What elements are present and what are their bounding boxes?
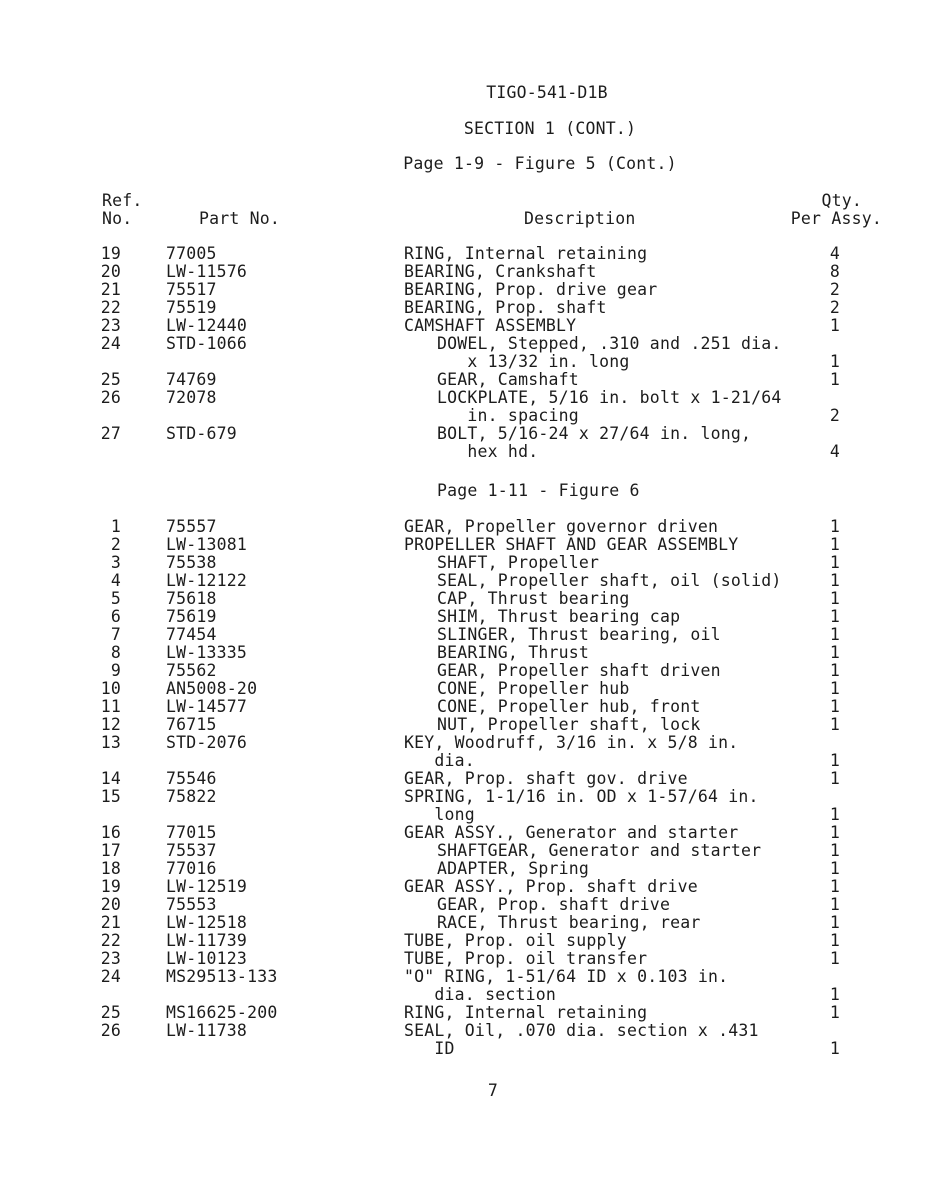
ref-number: 26 <box>100 1021 121 1040</box>
ref-number: 22 <box>100 931 121 950</box>
part-number: STD-2076 <box>166 733 248 752</box>
part-description: hex hd. <box>437 442 539 461</box>
part-description: LOCKPLATE, 5/16 in. bolt x 1-21/64 <box>437 388 782 407</box>
ref-number: 9 <box>110 661 121 680</box>
quantity-per-assembly: 1 <box>829 895 840 914</box>
part-number: 75619 <box>166 607 217 626</box>
quantity-per-assembly: 2 <box>829 280 840 299</box>
ref-number: 24 <box>100 334 121 353</box>
part-number: LW-13081 <box>166 535 248 554</box>
qty-header-line1: Qty. <box>821 191 862 210</box>
part-description: GEAR, Camshaft <box>437 370 579 389</box>
part-description: PROPELLER SHAFT AND GEAR ASSEMBLY <box>404 535 739 554</box>
quantity-per-assembly: 1 <box>829 823 840 842</box>
part-description: SLINGER, Thrust bearing, oil <box>437 625 721 644</box>
part-number: LW-11739 <box>166 931 248 950</box>
ref-number: 2 <box>110 535 121 554</box>
part-description: TUBE, Prop. oil supply <box>404 931 627 950</box>
ref-number: 11 <box>100 697 121 716</box>
part-description: BEARING, Crankshaft <box>404 262 597 281</box>
quantity-per-assembly: 1 <box>829 643 840 662</box>
quantity-per-assembly: 1 <box>829 985 840 1004</box>
part-number: 75557 <box>166 517 217 536</box>
quantity-per-assembly: 1 <box>829 352 840 371</box>
ref-number: 13 <box>100 733 121 752</box>
part-number: MS29513-133 <box>166 967 278 986</box>
ref-number: 8 <box>110 643 121 662</box>
quantity-per-assembly: 8 <box>829 262 840 281</box>
quantity-per-assembly: 1 <box>829 1003 840 1022</box>
quantity-per-assembly: 1 <box>829 697 840 716</box>
part-no-header: Part No. <box>199 209 281 228</box>
part-description: ID <box>404 1039 455 1058</box>
quantity-per-assembly: 1 <box>829 661 840 680</box>
quantity-per-assembly: 1 <box>829 571 840 590</box>
part-description: CAMSHAFT ASSEMBLY <box>404 316 577 335</box>
part-description: dia. section <box>404 985 557 1004</box>
part-number: 75537 <box>166 841 217 860</box>
part-number: MS16625-200 <box>166 1003 278 1022</box>
part-number: 75519 <box>166 298 217 317</box>
quantity-per-assembly: 1 <box>829 931 840 950</box>
part-description: in. spacing <box>437 406 579 425</box>
quantity-per-assembly: 1 <box>829 535 840 554</box>
doc-number: TIGO-541-D1B <box>486 83 608 102</box>
quantity-per-assembly: 1 <box>829 370 840 389</box>
part-number: 75538 <box>166 553 217 572</box>
part-description: SHAFTGEAR, Generator and starter <box>437 841 762 860</box>
quantity-per-assembly: 1 <box>829 841 840 860</box>
part-number: 72078 <box>166 388 217 407</box>
part-description: SEAL, Oil, .070 dia. section x .431 <box>404 1021 759 1040</box>
ref-number: 17 <box>100 841 121 860</box>
part-description: GEAR, Prop. shaft drive <box>437 895 671 914</box>
quantity-per-assembly: 1 <box>829 553 840 572</box>
ref-number: 22 <box>100 298 121 317</box>
quantity-per-assembly: 2 <box>829 406 840 425</box>
ref-number: 20 <box>100 262 121 281</box>
ref-number: 14 <box>100 769 121 788</box>
quantity-per-assembly: 1 <box>829 805 840 824</box>
ref-number: 23 <box>100 949 121 968</box>
part-description: CAP, Thrust bearing <box>437 589 630 608</box>
part-number: 75822 <box>166 787 217 806</box>
part-description: GEAR, Prop. shaft gov. drive <box>404 769 688 788</box>
part-number: AN5008-20 <box>166 679 258 698</box>
part-description: SHIM, Thrust bearing cap <box>437 607 681 626</box>
part-description: DOWEL, Stepped, .310 and .251 dia. <box>437 334 782 353</box>
part-description: BEARING, Thrust <box>437 643 590 662</box>
quantity-per-assembly: 1 <box>829 715 840 734</box>
part-number: 77016 <box>166 859 217 878</box>
part-number: LW-13335 <box>166 643 248 662</box>
quantity-per-assembly: 1 <box>829 949 840 968</box>
ref-number: 16 <box>100 823 121 842</box>
part-number: LW-12518 <box>166 913 248 932</box>
ref-number: 25 <box>100 1003 121 1022</box>
page-number: 7 <box>487 1081 499 1100</box>
part-number: 75618 <box>166 589 217 608</box>
ref-number: 6 <box>110 607 121 626</box>
ref-number: 12 <box>100 715 121 734</box>
ref-number: 3 <box>110 553 121 572</box>
ref-number: 19 <box>100 244 121 263</box>
qty-header-line2: Per Assy. <box>790 209 882 228</box>
part-description: RING, Internal retaining <box>404 244 648 263</box>
part-description: ADAPTER, Spring <box>437 859 590 878</box>
part-number: 75562 <box>166 661 217 680</box>
part-description: GEAR, Propeller shaft driven <box>437 661 721 680</box>
quantity-per-assembly: 4 <box>829 442 840 461</box>
ref-number: 7 <box>110 625 121 644</box>
part-number: LW-12122 <box>166 571 248 590</box>
part-number: 77454 <box>166 625 217 644</box>
part-description: RING, Internal retaining <box>404 1003 648 1022</box>
part-description: RACE, Thrust bearing, rear <box>437 913 701 932</box>
quantity-per-assembly: 1 <box>829 769 840 788</box>
part-number: LW-11738 <box>166 1021 248 1040</box>
part-number: 77015 <box>166 823 217 842</box>
part-number: 75546 <box>166 769 217 788</box>
figure-5-page-ref: Page 1-9 - Figure 5 (Cont.) <box>403 154 677 173</box>
quantity-per-assembly: 1 <box>829 607 840 626</box>
quantity-per-assembly: 1 <box>829 913 840 932</box>
part-description: CONE, Propeller hub <box>437 679 630 698</box>
part-description: GEAR, Propeller governor driven <box>404 517 719 536</box>
ref-number: 4 <box>110 571 121 590</box>
ref-no-header-line1: Ref. <box>102 191 143 210</box>
part-number: 75517 <box>166 280 217 299</box>
ref-number: 1 <box>110 517 121 536</box>
section-title: SECTION 1 (CONT.) <box>463 119 637 138</box>
part-description: SEAL, Propeller shaft, oil (solid) <box>437 571 782 590</box>
part-number: STD-679 <box>166 424 237 443</box>
part-number: LW-11576 <box>166 262 248 281</box>
part-description: NUT, Propeller shaft, lock <box>437 715 701 734</box>
description-header: Description <box>524 209 636 228</box>
part-description: x 13/32 in. long <box>437 352 630 371</box>
quantity-per-assembly: 1 <box>829 625 840 644</box>
ref-number: 19 <box>100 877 121 896</box>
quantity-per-assembly: 1 <box>829 679 840 698</box>
quantity-per-assembly: 1 <box>829 751 840 770</box>
ref-number: 21 <box>100 280 121 299</box>
part-number: LW-12440 <box>166 316 248 335</box>
part-description: GEAR ASSY., Prop. shaft drive <box>404 877 698 896</box>
ref-no-header-line2: No. <box>102 209 133 228</box>
quantity-per-assembly: 2 <box>829 298 840 317</box>
part-number: LW-14577 <box>166 697 248 716</box>
quantity-per-assembly: 4 <box>829 244 840 263</box>
part-description: CONE, Propeller hub, front <box>437 697 701 716</box>
quantity-per-assembly: 1 <box>829 316 840 335</box>
part-description: BEARING, Prop. drive gear <box>404 280 658 299</box>
part-description: dia. <box>404 751 475 770</box>
quantity-per-assembly: 1 <box>829 1039 840 1058</box>
part-description: SPRING, 1-1/16 in. OD x 1-57/64 in. <box>404 787 759 806</box>
part-description: TUBE, Prop. oil transfer <box>404 949 648 968</box>
part-number: 75553 <box>166 895 217 914</box>
ref-number: 23 <box>100 316 121 335</box>
ref-number: 15 <box>100 787 121 806</box>
ref-number: 5 <box>110 589 121 608</box>
part-description: long <box>404 805 475 824</box>
quantity-per-assembly: 1 <box>829 877 840 896</box>
ref-number: 25 <box>100 370 121 389</box>
part-number: STD-1066 <box>166 334 248 353</box>
figure-6-page-ref: Page 1-11 - Figure 6 <box>437 481 640 500</box>
ref-number: 10 <box>100 679 121 698</box>
ref-number: 27 <box>100 424 121 443</box>
part-description: KEY, Woodruff, 3/16 in. x 5/8 in. <box>404 733 739 752</box>
part-number: 74769 <box>166 370 217 389</box>
quantity-per-assembly: 1 <box>829 517 840 536</box>
ref-number: 21 <box>100 913 121 932</box>
quantity-per-assembly: 1 <box>829 859 840 878</box>
part-description: BEARING, Prop. shaft <box>404 298 607 317</box>
part-number: LW-10123 <box>166 949 248 968</box>
ref-number: 24 <box>100 967 121 986</box>
part-description: SHAFT, Propeller <box>437 553 600 572</box>
part-description: GEAR ASSY., Generator and starter <box>404 823 739 842</box>
quantity-per-assembly: 1 <box>829 589 840 608</box>
ref-number: 26 <box>100 388 121 407</box>
ref-number: 18 <box>100 859 121 878</box>
ref-number: 20 <box>100 895 121 914</box>
part-number: 77005 <box>166 244 217 263</box>
part-number: LW-12519 <box>166 877 248 896</box>
part-description: "O" RING, 1-51/64 ID x 0.103 in. <box>404 967 729 986</box>
part-number: 76715 <box>166 715 217 734</box>
part-description: BOLT, 5/16-24 x 27/64 in. long, <box>437 424 752 443</box>
